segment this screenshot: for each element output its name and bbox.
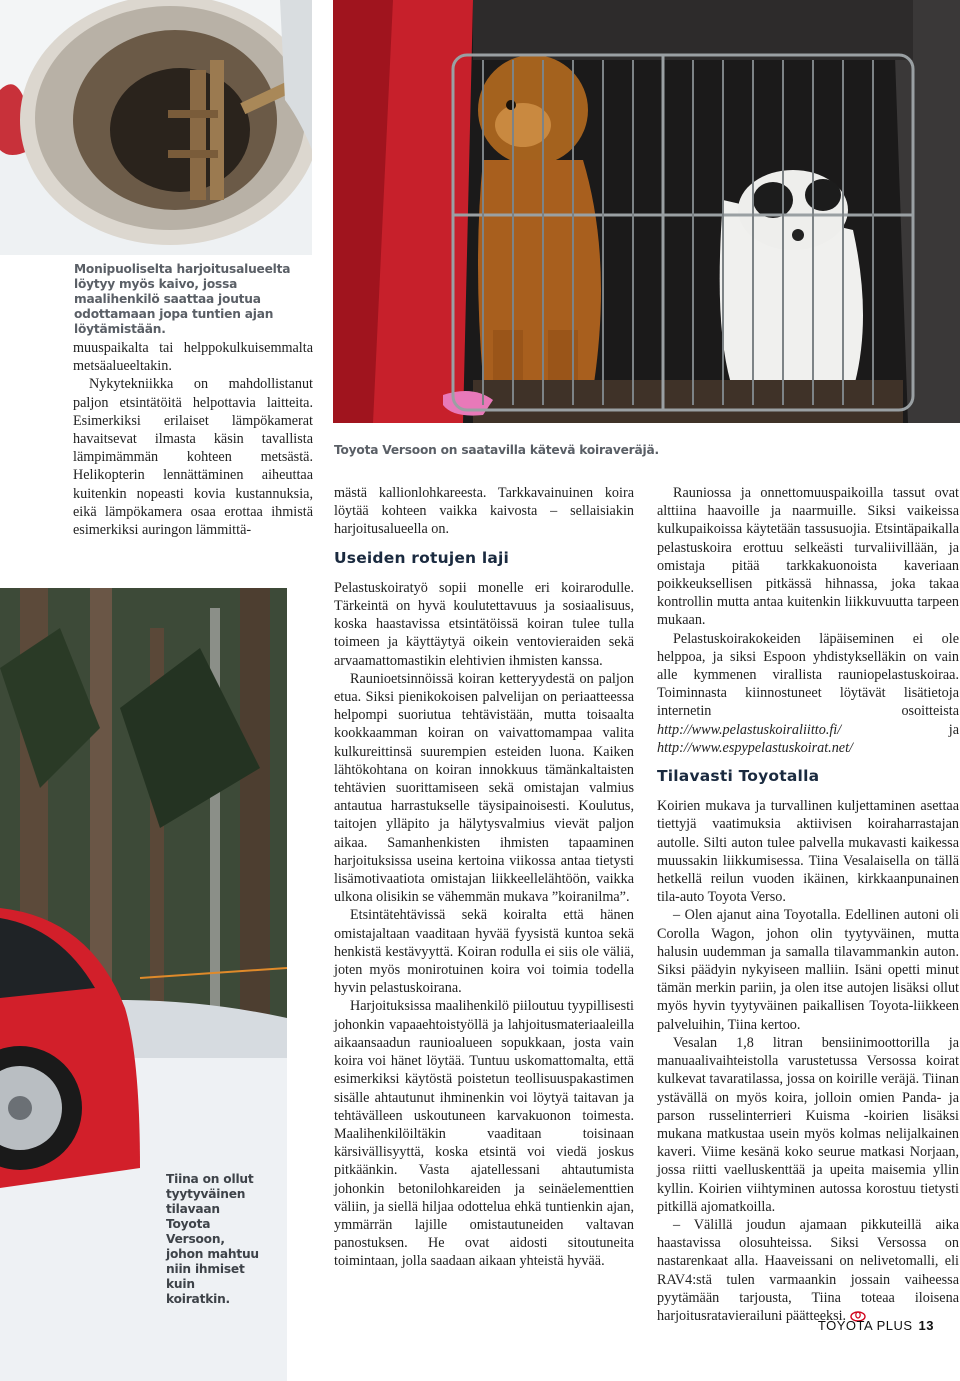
col2-paragraph: mästä kallionlohkareesta. Tarkkavainuinen koira löytää kohteen vaikka kaivosta – sellaisiakin harjoitusalueella on. — [334, 485, 634, 538]
dog-cage-photo — [333, 0, 960, 423]
column-2 — [334, 484, 634, 1271]
section-heading-toyota: Tilavasti Toyotalla — [657, 767, 820, 786]
well-caption: Monipuoliselta harjoitusalueelta löytyy myös kaivo, jossa maalihenkilö saattaa joutua odottamaan jopa tuntien ajan löytämistään. — [74, 262, 291, 336]
col3-paragraph: – Välillä joudun ajamaan pikkuteillä aika haastavissa olosuhteissa. Siksi Versossa on nastarenkaat alla. Haaveissani on nelivetomalli, eli RAV4:stä tulen varmaankin jossain vaiheessa pyytämään tarjousta, Tiina toteaa iloisena harjoitusratavierailuni päätteeksi. — [657, 1216, 959, 1324]
link-pelastuskoiraliitto[interactable]: http://www.pelastuskoiraliitto.fi/ — [657, 721, 842, 738]
column-1 — [73, 339, 313, 539]
page-number: 13 — [918, 1318, 934, 1333]
col2-paragraph: Pelastuskoiratyö sopii monelle eri koirarodulle. Tärkeintä on hyvä koulutettavuus ja sosiaalisuus, koska haastavissa etsintätöissä koiran tulee tulla toimeen ja käyttäytyä oikein ventovieraiden sekä arvaamattomastikin elehtivien ihmisten kanssa. — [334, 579, 634, 669]
col3-paragraph: – Olen ajanut aina Toyotalla. Edellinen autoni oli Corolla Wagon, johon olin tyytyväinen, mutta halusin uudemman ja samalla tilavammankin auton. Siksi päädyin nykyiseen malliin. Isäni opetti minut tämän merkin pariin, ja olen itse autojen lisäksi ollut myös hyvin tyytyväinen paikallisen Toyota-liikkeen palveluihin, Tiina kertoo. — [657, 907, 959, 1033]
well-photo — [0, 0, 312, 255]
col3-paragraph: Vesalan 1,8 litran bensiinimoottorilla ja manuaalivaihteistolla varustetussa Versossa koirat kulkevat tavaratilassa, jossa on koirille veräjä. Tiinan ystävällä on myös koira, jolloin omien Panda- ja parson russelinterrieri Kuisma -koirien lisäksi mukana matkustaa usein myös kolmas nelijalkainen kaveri. Viime kesänä koko seurue matkasi Norjaan, jossa riitti vaelluskenttää ja upeita maisemia yllin kyllin. Koirien viihtyminen autossa korostuu tietysti pitkillä ajomatkoilla. — [657, 1034, 959, 1215]
magazine-name: TOYOTA PLUS — [817, 1318, 913, 1333]
car-caption: Tiina on ollut tyytyväinen tilavaan Toyota Versoon, johon mahtuu niin ihmiset kuin koiratkin. — [166, 1172, 259, 1306]
col2-paragraph: Etsintätehtävissä sekä koiralta että hänen omistajaltaan vaaditaan hyvää fyysistä kuntoa sekä henkistä kestävyyttä. Koiran rodulla ei siis ole väliä, joten myös monirotuinen koira voi toimia todella hyvin pelastuskoirana. — [334, 907, 634, 997]
column-3 — [657, 484, 959, 1325]
col3-paragraph: Rauniossa ja onnettomuuspaikoilla tassut ovat alttiina haavoille ja naarmuille. Siksi vaikeissa kulkupaikoissa käytetään tassusuojia. Etsintäpaikalla pelastuskoira erottuu selkeästi turvaliivillään, ja omistaja pitää tarkkakuonoista kaveriaan poikkeuksellisen pitkässä hihnassa, joka takaa kontrollin mutta antaa kuitenkin liikkuvuutta tarpeen mukaan. — [657, 485, 959, 629]
link-espypelastuskoirat[interactable]: http://www.espypelastuskoirat.net/ — [657, 739, 853, 756]
col2-paragraph: Harjoituksissa maalihenkilö piiloutuu tyypillisesti johonkin vapaaehtoistyöllä ja lahjoitusmateriaaleilla aikaansaadun raunioalueen sopukkaan, josta vain koira voi hänet löytää. Tuntuu uskomattomalta, että esimerkiksi käytöstä poistetun teollisuuspakastimen sisälle ahtautunut ihminenkin voi löytyä taitavan ja tehtävälleen uskoutuneen karvakuonon toimesta. Maalihenkilöiltäkin vaaditaan toisinaan kärsivällisyyttä, koska etsintä voi viedä joskus pitkäänkin. Vasta ajatellessani ahtautumista johonkin betonilohkareiden ja seinäelementtien väliin, ja siellä hiljaa odottelua ehkä tuntienkin ajan, ymmärrän lajille omistautuneiden valtavan panostuksen. He ovat aidosti sitoutuneita toimintaan, jolla saadaan aikaan yhteistä hyvää. — [334, 998, 634, 1270]
col2-paragraph: Raunioetsinnöissä koiran ketteryydestä on paljon etua. Siksi pienikokoisen palvelijan on periaatteessa helpompi suoriutua tehtävistään, mutta toisaalta kookkaamman koiran on vaivattomampaa valita kulkureittinsä suurempien esteiden luona. Kaiken lähtökohtana on koiran innokkuus tämänkaltaisten tehtävien suorittamiseen sekä omistajan valmius antautua harrastukselle täysipainoisesti. Koulutus, taitojen ylläpito ja hälytysvalmius vievät paljon aikaa. Samanhenkisten ihmisten tapaaminen harjoituksissa useina kertoina viikossa antaa tietysti lisämotivaatiota omistajan liikkeellelähtöön, vaikka ulkona olisikin se vähemmän mukava ”koiranilma”. — [334, 670, 634, 906]
col3-paragraph: Pelastuskoirakokeiden läpäiseminen ei ole helppoa, ja siksi Espoon yhdistykselläkin on vain alle kymmenen virallista rauniopelastuskoiraa. Toiminnasta kiinnostuneet löytävät lisätietoja internetin osoitteista http://www.pelastuskoiraliitto.fi/ ja http://www.espypelastuskoirat.net/ — [657, 630, 959, 756]
page-footer — [818, 1318, 934, 1333]
col3-paragraph: Koirien mukava ja turvallinen kuljettaminen asettaa tiettyjä vaatimuksia aktiivisen koiraharrastajan autolle. Silti auton tulee palvella mukavasti kaikessa muussakin liikkumisessa. Tiina Vesalaisella on tällä hetkellä reilun vuoden ikäinen, kirkkaanpunainen tila-auto Toyota Verso. — [657, 798, 959, 906]
section-heading-breeds: Useiden rotujen laji — [334, 548, 510, 567]
col1-paragraph: Nykytekniikka on mahdollistanut paljon etsintätöitä helpottavia laitteita. Esimerkiksi erilaiset lämpökamerat havaitsevat ilmasta käsin tavallista lämpimämmän kohteen metsästä. Helikopterin lennättäminen aiheuttaa kuitenkin nopeasti kovia kustannuksia, eikä lämpökamera osaa erottaa ihmistä esimerkiksi auringon lämmittä- — [73, 376, 313, 539]
dog-cage-caption: Toyota Versoon on saatavilla kätevä koiraveräjä. — [334, 443, 659, 457]
col1-paragraph: muuspaikalta tai helppokulkuisemmalta metsäalueeltakin. — [73, 340, 313, 375]
